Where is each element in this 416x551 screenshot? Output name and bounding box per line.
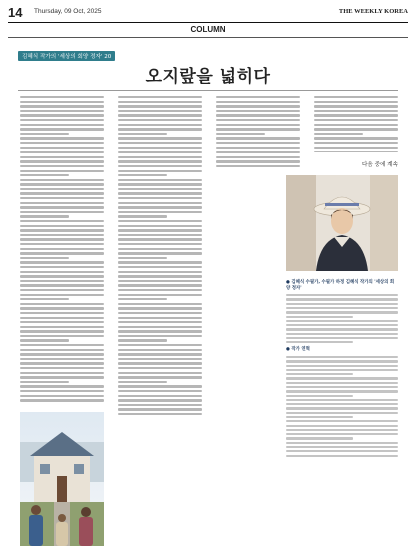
text-line <box>118 119 202 121</box>
text-line <box>20 303 104 305</box>
text-line <box>286 437 353 439</box>
text-line <box>20 202 104 204</box>
text-lines <box>216 96 300 168</box>
text-line <box>286 442 398 444</box>
text-line <box>286 316 353 318</box>
body-column-3 <box>216 96 300 168</box>
text-line <box>216 110 300 112</box>
text-line <box>286 311 398 313</box>
text-line <box>118 367 202 369</box>
text-line <box>20 105 104 107</box>
text-line <box>118 372 202 374</box>
text-line <box>20 170 104 172</box>
text-line <box>118 165 202 167</box>
text-line <box>286 395 353 397</box>
text-line <box>20 252 104 254</box>
text-line <box>118 321 202 323</box>
text-line <box>20 147 104 149</box>
text-line <box>286 403 398 405</box>
body-column-4 <box>314 96 398 152</box>
text-line <box>118 312 202 314</box>
text-line <box>118 408 202 410</box>
text-line <box>286 369 398 371</box>
text-line <box>20 353 104 355</box>
text-line <box>286 390 398 392</box>
text-line <box>286 455 398 457</box>
text-line <box>286 294 398 296</box>
text-line <box>216 151 300 153</box>
text-line <box>118 289 202 291</box>
text-line <box>286 399 398 401</box>
text-line <box>20 133 69 135</box>
text-line <box>118 101 202 103</box>
text-line <box>118 399 202 401</box>
text-line <box>286 307 398 309</box>
text-line <box>314 137 398 139</box>
text-line <box>286 386 398 388</box>
text-line <box>118 381 167 383</box>
text-line <box>20 174 69 176</box>
text-line <box>314 96 398 98</box>
text-line <box>118 358 202 360</box>
text-line <box>118 266 202 268</box>
text-line <box>118 317 202 319</box>
text-line <box>20 307 104 309</box>
body-column-1 <box>20 96 104 402</box>
text-line <box>20 229 104 231</box>
text-line <box>286 382 398 384</box>
text-line <box>118 390 202 392</box>
text-lines <box>118 96 202 415</box>
author-info <box>286 280 398 461</box>
text-line <box>118 215 167 217</box>
text-line <box>286 360 398 362</box>
text-line <box>20 257 69 259</box>
text-line <box>20 179 104 181</box>
author-credits <box>286 347 398 456</box>
text-line <box>118 147 202 149</box>
text-line <box>20 156 104 158</box>
text-lines <box>286 294 398 343</box>
text-line <box>216 133 265 135</box>
article-title: 오지랖을 넓히다 <box>145 67 271 87</box>
text-line <box>314 105 398 107</box>
text-line <box>20 372 104 374</box>
text-line <box>20 358 104 360</box>
paper-name: THE WEEKLY KOREA <box>338 8 408 15</box>
text-line <box>118 206 202 208</box>
text-line <box>20 266 104 268</box>
text-line <box>20 261 104 263</box>
text-line <box>20 151 104 153</box>
text-line <box>20 275 104 277</box>
text-line <box>118 197 202 199</box>
text-line <box>118 133 167 135</box>
text-line <box>118 344 202 346</box>
text-line <box>20 367 104 369</box>
text-line <box>286 303 398 305</box>
text-line <box>314 142 398 144</box>
text-line <box>20 381 69 383</box>
text-line <box>20 294 104 296</box>
text-line <box>118 124 202 126</box>
text-line <box>118 192 202 194</box>
text-line <box>286 433 398 435</box>
text-line <box>314 133 363 135</box>
text-line <box>118 257 167 259</box>
text-line <box>118 335 202 337</box>
text-line <box>286 365 398 367</box>
text-line <box>118 202 202 204</box>
text-line <box>118 160 202 162</box>
text-line <box>118 261 202 263</box>
text-line <box>20 119 104 121</box>
text-line <box>118 179 202 181</box>
text-line <box>20 349 104 351</box>
issue-date: Thursday, 09 Oct, 2025 <box>34 8 102 15</box>
bio-heading: ● 김혜식 수필가, 수필가 하정 김혜식 작가의 '세상의 회양 정자' <box>286 280 395 291</box>
text-line <box>20 124 104 126</box>
text-line <box>20 220 104 222</box>
text-line <box>20 206 104 208</box>
text-line <box>118 225 202 227</box>
text-line <box>118 298 167 300</box>
text-line <box>20 215 69 217</box>
text-line <box>216 147 300 149</box>
text-line <box>20 128 104 130</box>
text-line <box>314 147 398 149</box>
text-line <box>118 376 202 378</box>
text-line <box>20 335 104 337</box>
text-line <box>118 128 202 130</box>
text-line <box>118 395 202 397</box>
text-line <box>286 407 398 409</box>
text-line <box>118 156 202 158</box>
text-line <box>118 105 202 107</box>
text-line <box>20 312 104 314</box>
text-line <box>118 252 202 254</box>
page-header <box>8 6 408 20</box>
text-line <box>20 165 104 167</box>
text-line <box>20 192 104 194</box>
text-line <box>20 225 104 227</box>
text-line <box>118 307 202 309</box>
text-line <box>20 96 104 98</box>
text-line <box>286 298 398 300</box>
text-line <box>20 326 104 328</box>
text-line <box>20 339 69 341</box>
text-line <box>118 385 202 387</box>
author-portrait <box>286 175 398 271</box>
text-line <box>118 174 167 176</box>
text-line <box>118 330 202 332</box>
text-line <box>286 416 353 418</box>
text-line <box>118 151 202 153</box>
text-line <box>286 324 398 326</box>
text-line <box>20 330 104 332</box>
text-line <box>216 165 300 167</box>
text-line <box>118 211 202 213</box>
text-line <box>20 243 104 245</box>
text-line <box>20 238 104 240</box>
text-line <box>286 373 353 375</box>
text-line <box>118 243 202 245</box>
text-line <box>20 137 104 139</box>
text-line <box>20 188 104 190</box>
text-line <box>216 96 300 98</box>
text-line <box>286 377 398 379</box>
text-line <box>20 376 104 378</box>
text-line <box>216 142 300 144</box>
text-line <box>118 404 202 406</box>
text-line <box>20 317 104 319</box>
text-line <box>20 289 104 291</box>
text-line <box>118 234 202 236</box>
text-line <box>286 450 398 452</box>
text-line <box>314 114 398 116</box>
section-rule <box>8 37 408 38</box>
text-line <box>118 137 202 139</box>
text-line <box>314 124 398 126</box>
text-line <box>20 142 104 144</box>
text-line <box>118 353 202 355</box>
text-line <box>216 128 300 130</box>
page-number: 14 <box>8 5 23 20</box>
text-line <box>20 101 104 103</box>
text-line <box>20 284 104 286</box>
text-line <box>118 170 202 172</box>
text-line <box>20 385 104 387</box>
text-line <box>314 101 398 103</box>
text-line <box>286 420 398 422</box>
text-line <box>216 105 300 107</box>
text-line <box>286 446 398 448</box>
text-line <box>20 248 104 250</box>
title-rule <box>18 90 398 91</box>
text-line <box>118 339 167 341</box>
text-line <box>20 298 69 300</box>
text-line <box>216 124 300 126</box>
text-line <box>286 356 398 358</box>
text-line <box>20 280 104 282</box>
text-lines <box>20 96 104 402</box>
text-line <box>286 429 398 431</box>
text-line <box>118 303 202 305</box>
family-house-photo <box>20 412 104 546</box>
credits-heading: ● 작가 연혁 <box>286 347 310 353</box>
text-line <box>216 101 300 103</box>
text-line <box>20 344 104 346</box>
text-line <box>20 390 104 392</box>
text-line <box>118 349 202 351</box>
text-line <box>216 119 300 121</box>
text-line <box>20 271 104 273</box>
body-column-2 <box>118 96 202 542</box>
series-tag: 김혜식 작가의 '세상의 회양 정자' 20 <box>18 51 115 61</box>
text-line <box>216 160 300 162</box>
author-bio <box>286 280 398 343</box>
text-line <box>20 234 104 236</box>
text-line <box>118 294 202 296</box>
text-line <box>286 425 398 427</box>
text-line <box>20 110 104 112</box>
text-line <box>314 110 398 112</box>
text-line <box>20 395 104 397</box>
text-line <box>118 238 202 240</box>
text-line <box>216 156 300 158</box>
text-line <box>20 321 104 323</box>
text-line <box>286 320 398 322</box>
text-line <box>118 271 202 273</box>
text-line <box>286 333 398 335</box>
text-line <box>314 128 398 130</box>
text-line <box>118 326 202 328</box>
text-line <box>286 412 398 414</box>
text-line <box>20 183 104 185</box>
text-line <box>118 284 202 286</box>
text-line <box>286 337 398 339</box>
text-line <box>118 96 202 98</box>
text-line <box>314 119 398 121</box>
text-line <box>118 280 202 282</box>
person-mom <box>79 507 93 546</box>
text-line <box>216 114 300 116</box>
text-line <box>118 413 202 415</box>
text-line <box>314 151 398 152</box>
text-line <box>20 362 104 364</box>
text-line <box>118 229 202 231</box>
header-rule <box>8 22 408 23</box>
text-line <box>20 211 104 213</box>
text-line <box>20 114 104 116</box>
text-line <box>118 142 202 144</box>
text-line <box>286 341 353 343</box>
text-line <box>20 160 104 162</box>
text-line <box>118 220 202 222</box>
text-line <box>20 399 104 401</box>
text-line <box>118 110 202 112</box>
text-line <box>118 248 202 250</box>
text-line <box>118 183 202 185</box>
text-line <box>118 114 202 116</box>
text-line <box>118 188 202 190</box>
text-lines <box>314 96 398 152</box>
text-line <box>20 197 104 199</box>
section-title: COLUMN <box>190 25 226 34</box>
text-line <box>118 362 202 364</box>
image-caption: 다음 중에 계속 <box>362 162 398 168</box>
text-line <box>118 275 202 277</box>
text-line <box>286 328 398 330</box>
text-lines <box>286 356 398 457</box>
text-line <box>216 137 300 139</box>
